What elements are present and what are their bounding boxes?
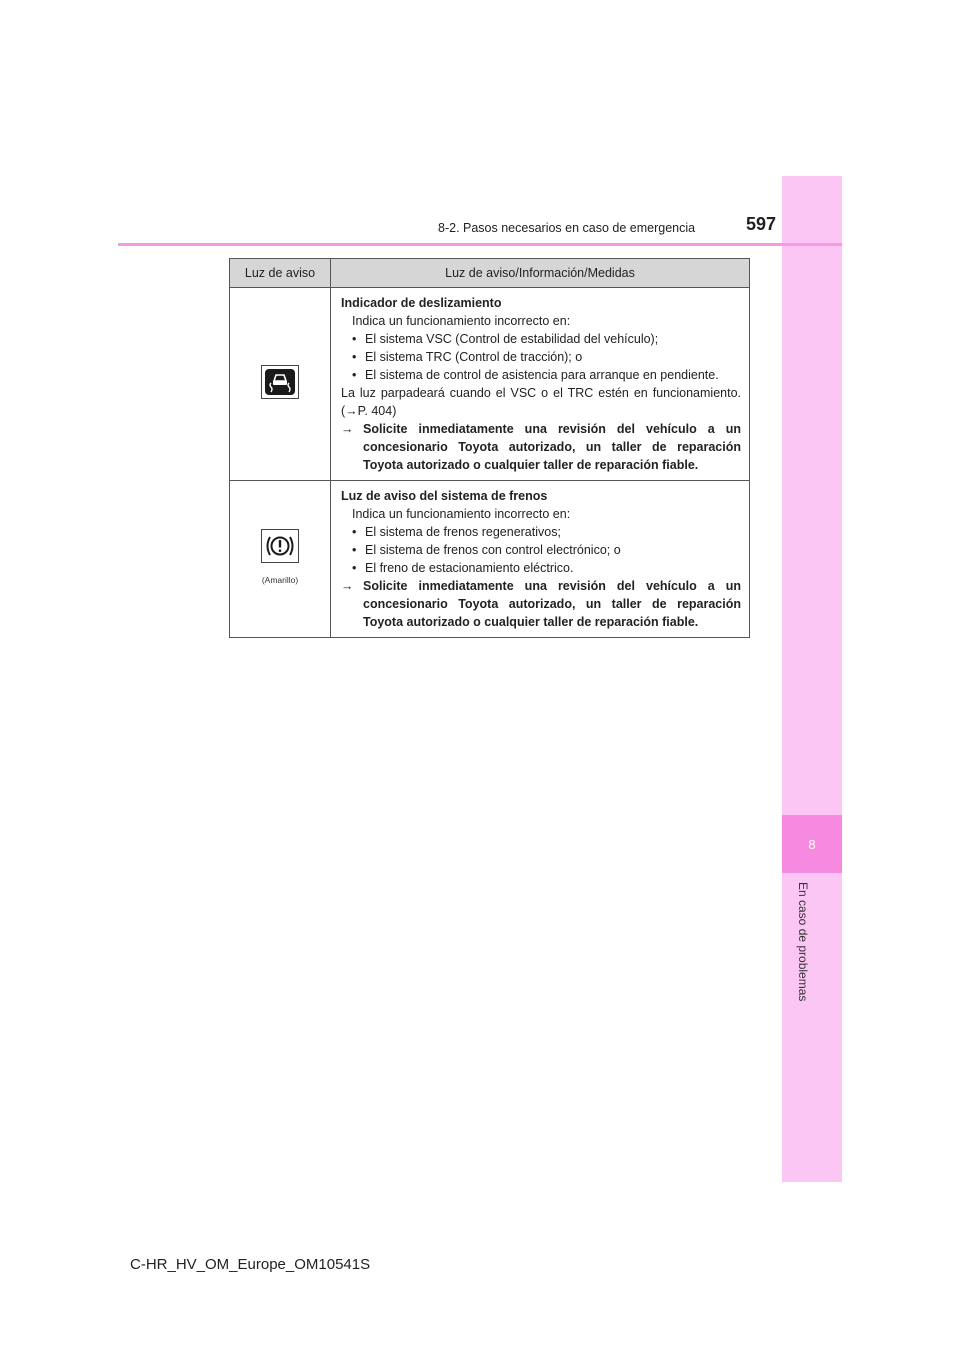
column-header-warning-light: Luz de aviso xyxy=(230,259,331,288)
chapter-title: En caso de problemas xyxy=(796,882,810,1002)
brake-warning-icon xyxy=(261,529,299,563)
document-code: C-HR_HV_OM_Europe_OM10541S xyxy=(130,1256,371,1273)
item-title: Luz de aviso del sistema de frenos xyxy=(341,489,548,503)
header-divider xyxy=(118,243,842,246)
action-text: Solicite inmediatamente una revisión del vehículo a un concesionario Toyota autorizado, un taller de reparación Toyota autorizado o cualquier taller de reparación fiable. xyxy=(363,422,741,472)
icon-cell xyxy=(230,481,331,638)
item-intro: Indica un funcionamiento incorrecto en: xyxy=(352,314,571,328)
section-title: 8-2. Pasos necesarios en caso de emergencia xyxy=(438,221,696,235)
chapter-side-strip xyxy=(782,176,842,1182)
bullet-item: • El sistema de control de asistencia para arranque en pendiente. xyxy=(352,368,719,382)
icon-caption: (Amarillo) xyxy=(261,575,299,585)
arrow-icon: → xyxy=(341,579,354,593)
bullet-item: • El sistema TRC (Control de tracción); o xyxy=(352,350,583,364)
table-row xyxy=(230,288,750,481)
chapter-number: 8 xyxy=(808,836,816,852)
table-row xyxy=(230,481,750,638)
info-cell xyxy=(331,481,750,638)
item-title: Indicador de deslizamiento xyxy=(341,296,502,310)
action-text: Solicite inmediatamente una revisión del vehículo a un concesionario Toyota autorizado, un taller de reparación Toyota autorizado o cualquier taller de reparación fiable. xyxy=(363,579,741,629)
bullet-item: • El sistema de frenos con control electrónico; o xyxy=(352,543,621,557)
table-header-row xyxy=(230,259,750,288)
arrow-icon: → xyxy=(341,422,354,436)
chapter-number-tab[interactable] xyxy=(782,815,842,873)
bullet-item: • El freno de estacionamiento eléctrico. xyxy=(352,561,574,575)
item-intro: Indica un funcionamiento incorrecto en: xyxy=(352,507,571,521)
column-header-info: Luz de aviso/Información/Medidas xyxy=(331,259,750,288)
page-number: 597 xyxy=(746,214,777,234)
bullet-item: • El sistema de frenos regenerativos; xyxy=(352,525,561,539)
bullet-item: • El sistema VSC (Control de estabilidad del vehículo); xyxy=(352,332,659,346)
action-line xyxy=(341,420,741,474)
info-cell xyxy=(331,288,750,481)
item-note: La luz parpadeará cuando el VSC o el TRC estén en funcionamiento. (→P. 404) xyxy=(341,386,741,418)
icon-cell xyxy=(230,288,331,481)
slip-indicator-icon xyxy=(261,365,299,399)
action-line xyxy=(341,577,741,631)
warning-light-table xyxy=(229,258,750,638)
